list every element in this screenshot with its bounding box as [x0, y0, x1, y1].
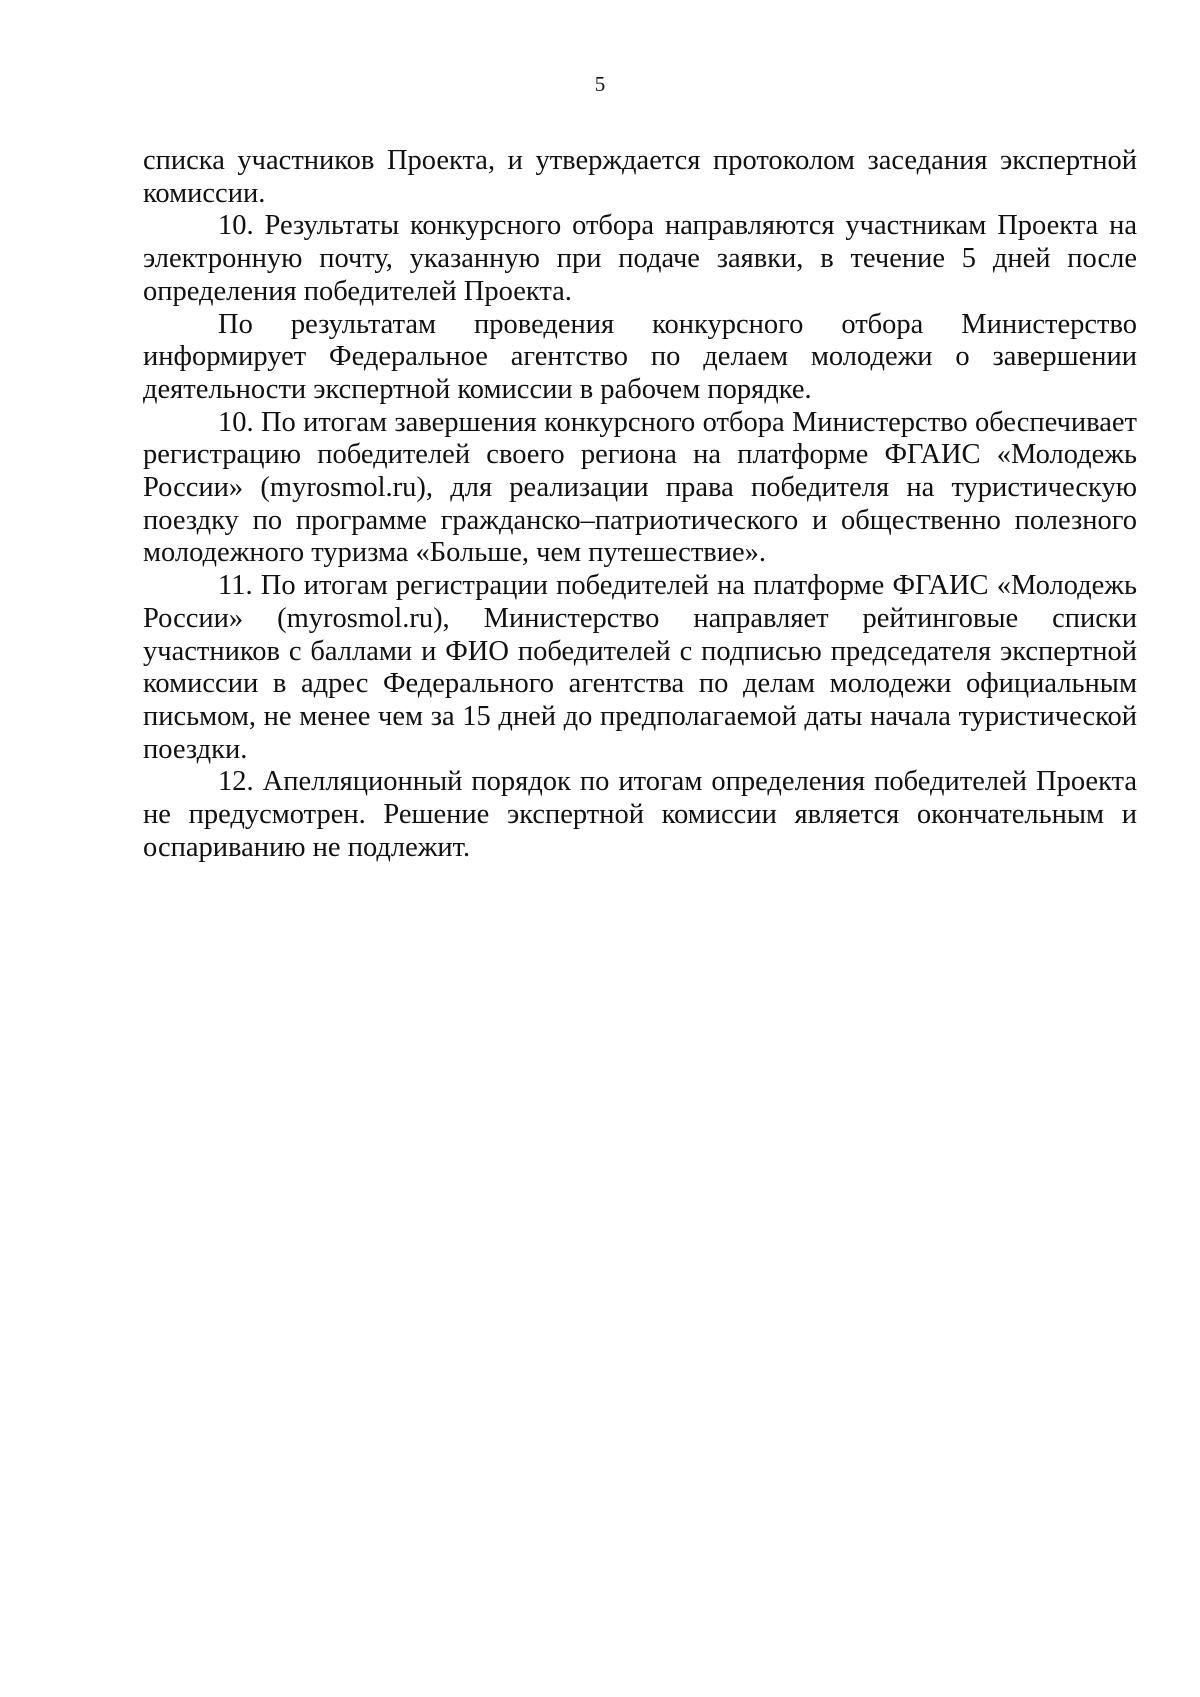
document-body — [143, 145, 1137, 864]
paragraph-ministry-informs-agency: По результатам проведения конкурсного отбора Министерство информирует Федеральное агентство по делаем молодежи о завершении деятельности экспертной комиссии в рабочем порядке. — [143, 308, 1137, 405]
paragraph-winner-registration: 10. По итогам завершения конкурсного отбора Министерство обеспечивает регистрацию победителей своего региона на платформе ФГАИС «Молодежь России» (myrosmol.ru), для реализации права победителя на туристическую поездку по программе гражданско–патриотического и общественно полезного молодежного туризма «Больше, чем путешествие». — [143, 406, 1137, 569]
paragraph-results-notification: 10. Результаты конкурсного отбора направляются участникам Проекта на электронную почту, указанную при подаче заявки, в течение 5 дней после определения победителей Проекта. — [143, 210, 1137, 307]
paragraph-rating-lists: 11. По итогам регистрации победителей на платформе ФГАИС «Молодежь России» (myrosmol.ru), Министерство направляет рейтинговые списки участников с баллами и ФИО победителей с подписью председателя экспертной комиссии в адрес Федерального агентства по делам молодежи официальным письмом, не менее чем за 15 дней до предполагаемой даты начала туристической поездки. — [143, 570, 1137, 765]
paragraph-appeal-procedure: 12. Апелляционный порядок по итогам определения победителей Проекта не предусмотрен. Решение экспертной комиссии является окончательным и оспариванию не подлежит. — [143, 766, 1137, 863]
paragraph-continuation: списка участников Проекта, и утверждается протоколом заседания экспертной комиссии. — [143, 145, 1137, 209]
page-number: 5 — [594, 72, 606, 96]
